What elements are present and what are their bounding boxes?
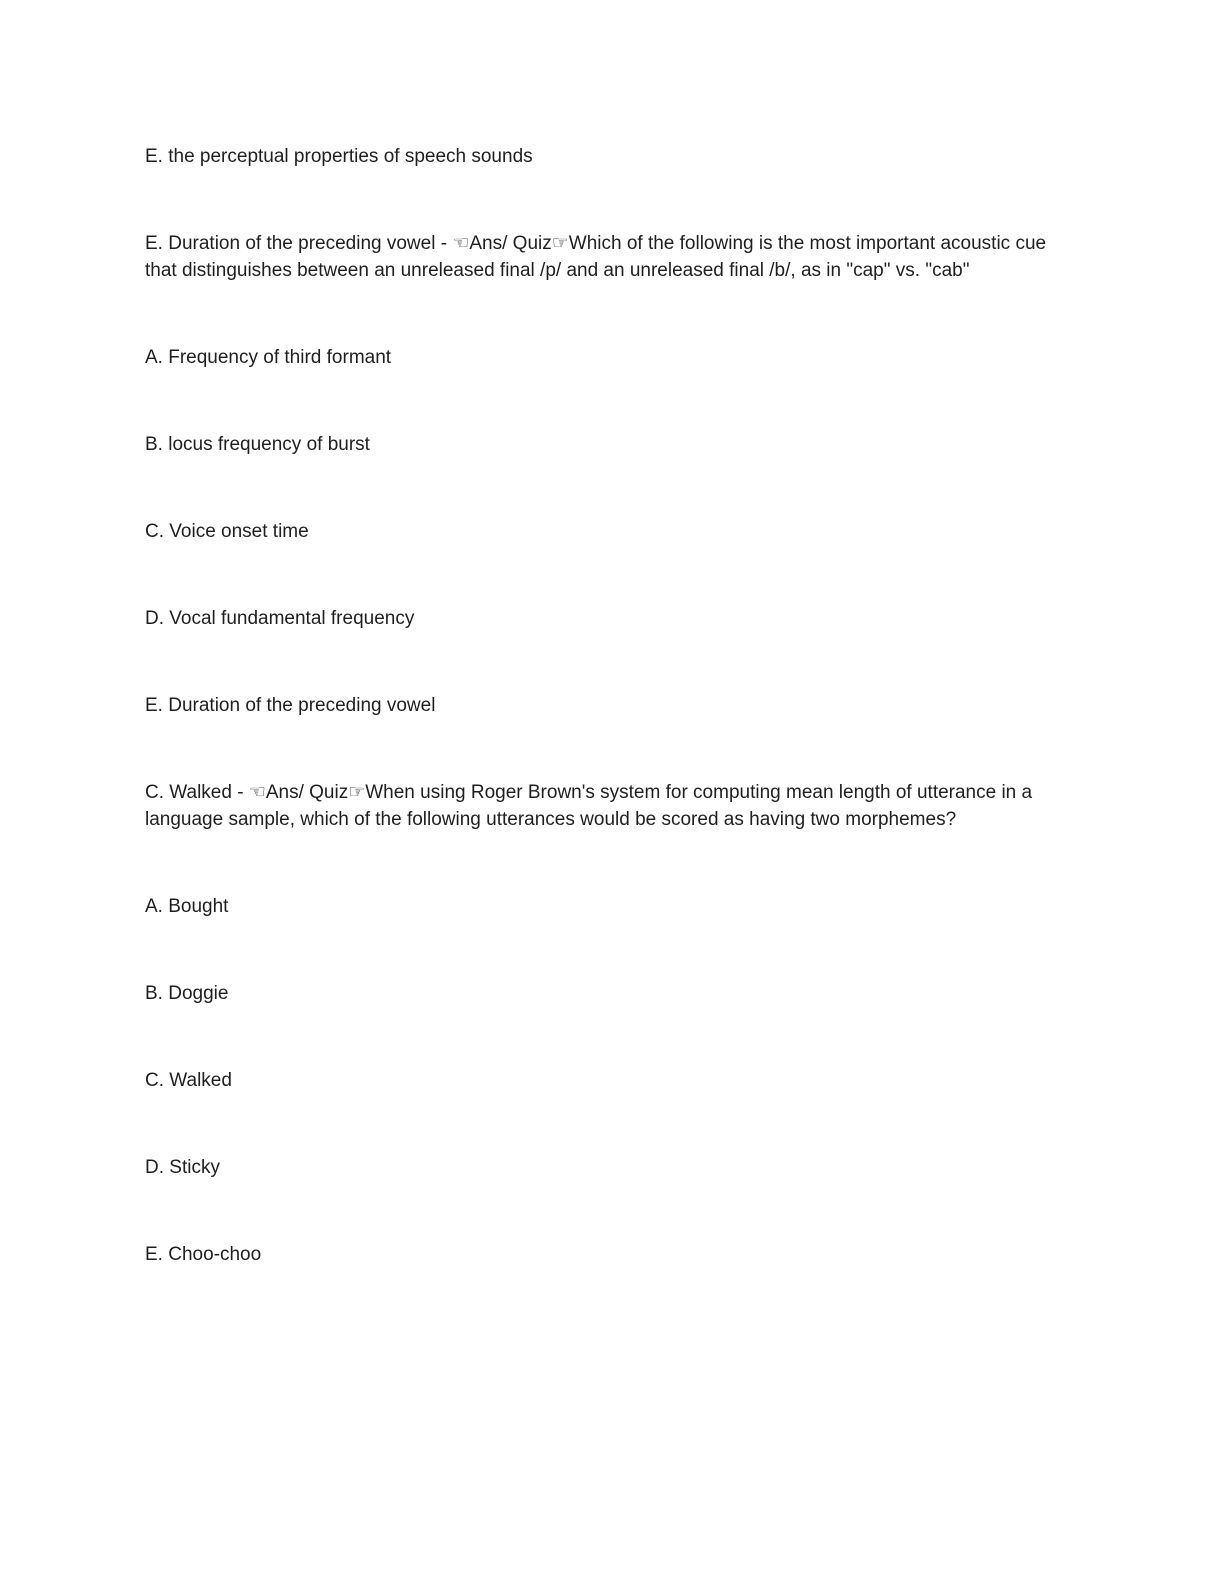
answer-option-c: C. Voice onset time bbox=[145, 521, 309, 542]
answer-option-e: E. Duration of the preceding vowel bbox=[145, 695, 436, 716]
answer-option-a: A. Bought bbox=[145, 896, 229, 917]
answer-option-b: B. Doggie bbox=[145, 983, 229, 1004]
answer-and-question-block: E. Duration of the preceding vowel - ☜Ans/ Quiz☞Which of the following is the most important acoustic cue that distinguishes between an unreleased final /p/ and an unreleased final /b/, as in "cap" vs. "cab" bbox=[145, 233, 1052, 281]
answer-option-c: C. Walked bbox=[145, 1070, 232, 1091]
answer-option-d: D. Sticky bbox=[145, 1157, 220, 1178]
answer-option-d: D. Vocal fundamental frequency bbox=[145, 608, 415, 629]
answer-option-b: B. locus frequency of burst bbox=[145, 434, 370, 455]
answer-option-line: E. the perceptual properties of speech sounds bbox=[145, 146, 533, 167]
answer-and-question-block: C. Walked - ☜Ans/ Quiz☞When using Roger Brown's system for computing mean length of utterance in a language sample, which of the following utterances would be scored as having two morphemes? bbox=[145, 782, 1038, 830]
answer-option-a: A. Frequency of third formant bbox=[145, 347, 392, 368]
answer-option-e: E. Choo-choo bbox=[145, 1244, 262, 1265]
